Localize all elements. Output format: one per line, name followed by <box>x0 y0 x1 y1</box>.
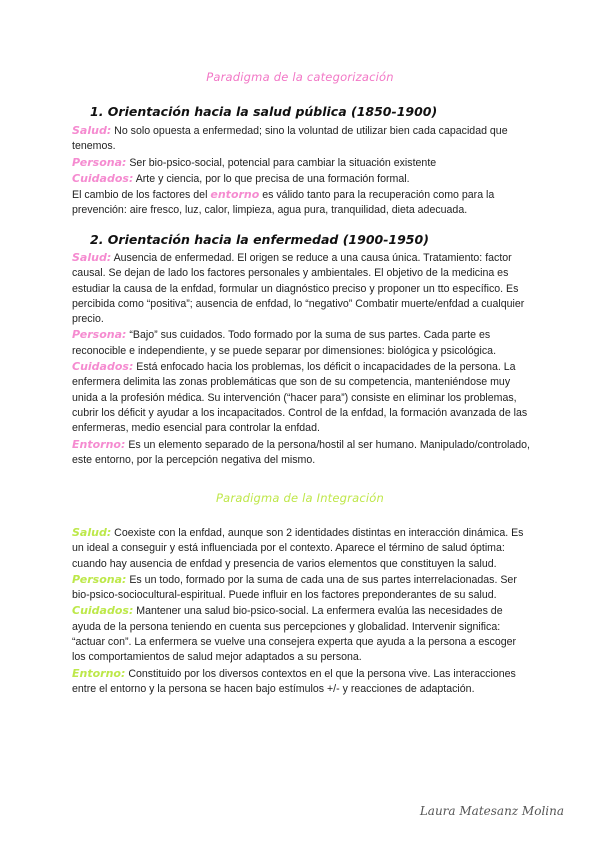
keyword-cuidados: Cuidados: <box>72 360 134 374</box>
section1-sub1-body <box>72 123 532 219</box>
text-entorno: Es un elemento separado de la persona/hostil al ser humano. Manipulado/controlado, este entorno, por la percepción negativa del mismo. <box>72 438 530 466</box>
text-salud: Ausencia de enfermedad. El origen se reduce a una causa única. Tratamiento: factor causal. Se dejan de lado los factores personales y ambientales. El objetivo de la medicina es estudiar la causa de la enfdad, formular un diagnóstico preciso y proponer un tto específico. Es percibida como “positiva”; ausencia de enfdad, lo “negativo” Combatir muerte/enfdad a cualquier precio. <box>72 252 525 326</box>
paragraph-salud <box>72 525 532 572</box>
paragraph-entorno <box>72 666 532 698</box>
text-persona: “Bajo” sus cuidados. Todo formado por la suma de sus partes. Cada parte es reconocible e independiente, y se puede separar por dimensiones: biológica y psicológica. <box>72 329 497 357</box>
author-signature: Laura Matesanz Molina <box>419 804 564 818</box>
text-persona: Es un todo, formado por la suma de cada una de sus partes interrelacionadas. Ser bio-psico-sociocultural-espiritual. Puede influir en los factores preponderantes de su salud. <box>72 573 517 602</box>
paragraph-entorno <box>72 437 532 469</box>
paragraph-persona <box>72 572 532 604</box>
paragraph-salud <box>72 123 532 155</box>
text-cuidados: Mantener una salud bio-psico-social. La enfermera evalúa las necesidades de ayuda de la persona teniendo en cuenta sus percepciones y globalidad. Intervenir significa: “actuar con”. La enfermera se vuelve una consejera experta que ayuda a la persona a escoger los comportamientos de salud mejor adaptados a su persona. <box>72 605 517 664</box>
keyword-persona: Persona: <box>72 572 127 586</box>
section-title-categorizacion: Paradigma de la categorización <box>206 70 394 84</box>
keyword-persona: Persona: <box>72 155 127 169</box>
text-salud: Coexiste con la enfdad, aunque son 2 identidades distintas en interacción dinámica. Es un ideal a conseguir y está influenciada por el contexto. Aparece el término de salud óptima: cuando hay ausencia de enfdad y presencia de varios elementos que constituyen la salud. <box>72 527 524 570</box>
section-title-integracion: Paradigma de la Integración <box>216 491 384 505</box>
text-cuidados: Arte y ciencia, por lo que precisa de una formación formal. <box>133 172 410 185</box>
paragraph-persona <box>72 155 532 171</box>
paragraph-cuidados <box>72 603 532 665</box>
keyword-entorno: Entorno: <box>72 437 126 451</box>
keyword-entorno: entorno <box>210 188 260 202</box>
paragraph-persona <box>72 327 532 359</box>
text-entorno: es válido tanto para la recuperación como para la prevención: aire fresco, luz, calor, limpieza, agua pura, tranquilidad, dieta adecuada. <box>72 189 495 217</box>
keyword-salud: Salud: <box>72 526 112 539</box>
keyword-persona: Persona: <box>72 328 127 342</box>
keyword-cuidados: Cuidados: <box>72 171 134 185</box>
paragraph-cuidados <box>72 171 532 187</box>
text-entorno: Constituido por los diversos contextos en el que la persona vive. Las interacciones entre el entorno y la persona se hacen bajo estímulos +/- y reacciones de adaptación. <box>72 667 516 695</box>
heading-salud-publica: 1. Orientación hacia la salud pública (1850-1900) <box>90 104 438 119</box>
heading-enfermedad: 2. Orientación hacia la enfermedad (1900-1950) <box>90 232 429 247</box>
keyword-entorno: Entorno: <box>72 666 126 680</box>
paragraph-entorno <box>72 187 532 219</box>
text-entorno-pre: El cambio de los factores del <box>72 189 211 202</box>
section2-body <box>72 525 532 697</box>
keyword-cuidados: Cuidados: <box>72 604 134 618</box>
keyword-salud: Salud: <box>72 124 112 137</box>
section1-sub2-body <box>72 250 532 468</box>
text-cuidados: Está enfocado hacia los problemas, los déficit o incapacidades de la persona. La enfermera delimita las zonas problemáticas que son de su competencia, manteniéndose muy unida a la profesión médica. Su intervención (“hacer para”) consiste en eliminar los problemas, cubrir los déficit y ayudar a los incapacitados. Control de la enfdad, la formación avanzada de las enfermeras, medio esencial para controlar la enfdad. <box>72 361 528 435</box>
keyword-salud: Salud: <box>72 251 112 264</box>
text-persona: Ser bio-psico-social, potencial para cambiar la situación existente <box>126 156 437 169</box>
paragraph-salud <box>72 250 532 327</box>
text-salud: No solo opuesta a enfermedad; sino la voluntad de utilizar bien cada capacidad que tenemos. <box>72 125 508 153</box>
paragraph-cuidados <box>72 359 532 436</box>
